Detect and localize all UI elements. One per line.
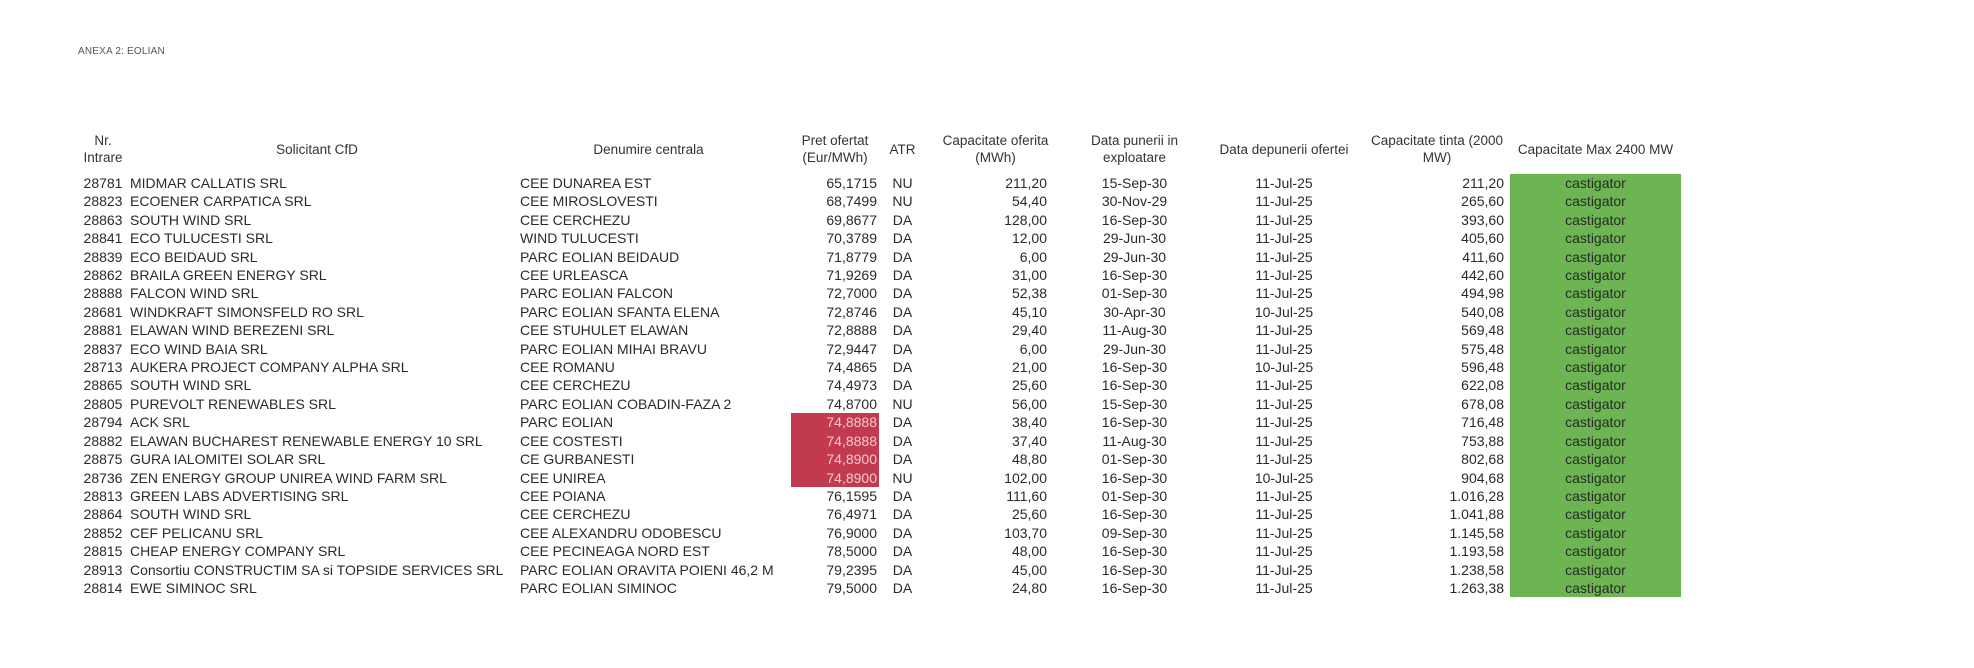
cell-data-punerii: 16-Sep-30 xyxy=(1101,469,1168,486)
cell-capacitate-tinta: 442,60 xyxy=(1461,267,1504,284)
cell-data-depunerii: 10-Jul-25 xyxy=(1254,359,1314,376)
cell-pret-ofertat: 78,5000 xyxy=(826,543,877,560)
cell-solicitant: ACK SRL xyxy=(130,414,190,431)
table-row xyxy=(78,229,1681,247)
cell-data-depunerii: 11-Jul-25 xyxy=(1255,561,1313,578)
cell-data-depunerii: 11-Jul-25 xyxy=(1255,211,1313,228)
cell-atr: DA xyxy=(892,543,913,560)
cell-capacitate-tinta: 540,08 xyxy=(1461,303,1504,320)
cell-denumire-centrala: PARC EOLIAN xyxy=(520,414,614,431)
cell-status: castigator xyxy=(1510,174,1681,192)
cell-denumire-centrala: CEE PECINEAGA NORD EST xyxy=(520,543,710,560)
annex-label: ANEXA 2: EOLIAN xyxy=(78,46,165,57)
cell-data-punerii: 29-Jun-30 xyxy=(1102,340,1167,357)
cell-nr-intrare: 28882 xyxy=(83,432,123,449)
cell-nr-intrare: 28913 xyxy=(83,561,123,578)
cell-capacitate-oferita: 31,00 xyxy=(1011,267,1047,284)
cell-solicitant: SOUTH WIND SRL xyxy=(130,506,252,523)
cell-nr-intrare: 28814 xyxy=(83,579,123,596)
cell-status: castigator xyxy=(1510,561,1681,579)
cell-data-punerii: 15-Sep-30 xyxy=(1101,395,1168,412)
cell-nr-intrare: 28681 xyxy=(83,303,123,320)
table-row xyxy=(78,192,1681,210)
cell-capacitate-tinta: 1.016,28 xyxy=(1449,487,1504,504)
cell-status: castigator xyxy=(1510,192,1681,210)
cell-data-punerii: 30-Apr-30 xyxy=(1103,303,1166,320)
cell-status: castigator xyxy=(1510,469,1681,487)
cell-solicitant: ELAWAN BUCHAREST RENEWABLE ENERGY 10 SRL xyxy=(130,432,483,449)
cell-data-punerii: 29-Jun-30 xyxy=(1102,230,1167,247)
cell-data-depunerii: 11-Jul-25 xyxy=(1255,175,1313,191)
cell-status: castigator xyxy=(1510,266,1681,284)
cell-solicitant: AUKERA PROJECT COMPANY ALPHA SRL xyxy=(130,359,409,376)
cell-data-depunerii: 11-Jul-25 xyxy=(1255,193,1313,210)
cell-capacitate-tinta: 1.145,58 xyxy=(1449,524,1504,541)
table-row xyxy=(78,505,1681,523)
cell-atr: DA xyxy=(892,506,913,523)
cell-nr-intrare: 28823 xyxy=(83,193,123,210)
cell-capacitate-oferita: 54,40 xyxy=(1011,193,1047,210)
cell-data-punerii: 16-Sep-30 xyxy=(1101,579,1168,596)
table-row xyxy=(78,266,1681,284)
cell-denumire-centrala: PARC EOLIAN BEIDAUD xyxy=(520,248,680,265)
header-row xyxy=(78,124,1681,174)
cell-solicitant: MIDMAR CALLATIS SRL xyxy=(130,175,287,191)
cell-data-punerii: 01-Sep-30 xyxy=(1101,487,1168,504)
cell-denumire-centrala: PARC EOLIAN SIMINOC xyxy=(520,579,677,596)
cell-data-depunerii: 11-Jul-25 xyxy=(1255,451,1313,468)
cell-nr-intrare: 28863 xyxy=(83,211,123,228)
cell-capacitate-oferita: 25,60 xyxy=(1011,377,1047,394)
cell-data-punerii: 11-Aug-30 xyxy=(1102,432,1167,449)
cell-nr-intrare: 28875 xyxy=(83,451,123,468)
table-header xyxy=(78,124,1681,174)
cell-atr: NU xyxy=(892,469,913,486)
cell-data-depunerii: 11-Jul-25 xyxy=(1255,377,1313,394)
table-row xyxy=(78,174,1681,192)
cell-atr: DA xyxy=(892,524,913,541)
cell-solicitant: CEF PELICANU SRL xyxy=(130,524,264,541)
cell-denumire-centrala: CEE POIANA xyxy=(520,487,606,504)
cell-data-depunerii: 11-Jul-25 xyxy=(1255,322,1313,339)
cell-capacitate-oferita: 103,70 xyxy=(1004,524,1047,541)
cell-status: castigator xyxy=(1510,413,1681,431)
cell-atr: DA xyxy=(892,211,913,228)
cell-data-depunerii: 11-Jul-25 xyxy=(1255,506,1313,523)
cell-capacitate-oferita: 12,00 xyxy=(1011,230,1047,247)
cell-nr-intrare: 28841 xyxy=(83,230,123,247)
cell-status: castigator xyxy=(1510,524,1681,542)
cell-nr-intrare: 28865 xyxy=(83,377,123,394)
cell-capacitate-tinta: 569,48 xyxy=(1461,322,1504,339)
table-row xyxy=(78,358,1681,376)
cell-capacitate-oferita: 24,80 xyxy=(1011,579,1047,596)
cell-atr: NU xyxy=(892,193,913,210)
cell-denumire-centrala: CEE COSTESTI xyxy=(520,432,623,449)
cell-pret-ofertat: 65,1715 xyxy=(826,175,877,191)
cell-denumire-centrala: CEE MIROSLOVESTI xyxy=(520,193,658,210)
table-row xyxy=(78,413,1681,431)
cell-pret-ofertat: 72,7000 xyxy=(826,285,877,302)
cell-pret-ofertat: 74,4973 xyxy=(826,377,877,394)
cell-solicitant: ECOENER CARPATICA SRL xyxy=(130,193,312,210)
cell-data-depunerii: 11-Jul-25 xyxy=(1255,340,1313,357)
cell-nr-intrare: 28815 xyxy=(83,543,123,560)
cell-denumire-centrala: PARC EOLIAN MIHAI BRAVU xyxy=(520,340,707,357)
cell-solicitant: ELAWAN WIND BEREZENI SRL xyxy=(130,322,335,339)
cell-solicitant: SOUTH WIND SRL xyxy=(130,211,252,228)
cell-capacitate-oferita: 111,60 xyxy=(1006,487,1047,504)
cell-data-punerii: 01-Sep-30 xyxy=(1101,451,1168,468)
cell-denumire-centrala: PARC EOLIAN ORAVITA POIENI 46,2 M xyxy=(520,561,774,578)
cell-solicitant: WINDKRAFT SIMONSFELD RO SRL xyxy=(130,303,364,320)
cell-data-punerii: 16-Sep-30 xyxy=(1101,359,1168,376)
cell-nr-intrare: 28736 xyxy=(83,469,123,486)
cell-data-depunerii: 11-Jul-25 xyxy=(1255,395,1313,412)
offers-table xyxy=(78,124,1681,597)
header-solicitant: Solicitant CfD xyxy=(276,141,358,157)
cell-capacitate-oferita: 38,40 xyxy=(1011,414,1047,431)
cell-status: castigator xyxy=(1510,505,1681,523)
cell-status: castigator xyxy=(1510,579,1681,597)
cell-capacitate-oferita: 37,40 xyxy=(1011,432,1047,449)
cell-data-punerii: 16-Sep-30 xyxy=(1101,543,1168,560)
table-row xyxy=(78,450,1681,468)
cell-pret-ofertat: 74,4865 xyxy=(826,359,877,376)
cell-data-depunerii: 11-Jul-25 xyxy=(1255,230,1313,247)
table-row xyxy=(78,487,1681,505)
table-row xyxy=(78,340,1681,358)
cell-status: castigator xyxy=(1510,321,1681,339)
cell-capacitate-oferita: 211,20 xyxy=(1005,175,1047,191)
cell-status: castigator xyxy=(1510,432,1681,450)
cell-denumire-centrala: CE GURBANESTI xyxy=(520,451,635,468)
table-row xyxy=(78,284,1681,302)
cell-nr-intrare: 28888 xyxy=(83,285,123,302)
cell-capacitate-tinta: 802,68 xyxy=(1461,451,1504,468)
cell-atr: DA xyxy=(892,561,913,578)
cell-status: castigator xyxy=(1510,284,1681,302)
cell-pret-ofertat: 74,8900 xyxy=(791,469,879,487)
header-atr: ATR xyxy=(889,141,916,157)
header-capacitate-oferita: Capacitate oferita (MWh) xyxy=(942,133,1049,165)
table-row xyxy=(78,561,1681,579)
cell-data-punerii: 16-Sep-30 xyxy=(1101,211,1168,228)
cell-capacitate-oferita: 48,00 xyxy=(1011,543,1047,560)
cell-nr-intrare: 28852 xyxy=(83,524,123,541)
cell-atr: DA xyxy=(892,579,913,596)
cell-data-depunerii: 10-Jul-25 xyxy=(1254,469,1314,486)
cell-data-punerii: 16-Sep-30 xyxy=(1101,506,1168,523)
cell-capacitate-tinta: 1.041,88 xyxy=(1449,506,1504,523)
table-body xyxy=(78,174,1681,597)
cell-pret-ofertat: 72,9447 xyxy=(826,340,877,357)
cell-solicitant: ZEN ENERGY GROUP UNIREA WIND FARM SRL xyxy=(130,469,447,486)
cell-capacitate-tinta: 494,98 xyxy=(1461,285,1504,302)
cell-status: castigator xyxy=(1510,340,1681,358)
cell-data-depunerii: 11-Jul-25 xyxy=(1255,432,1313,449)
cell-capacitate-oferita: 128,00 xyxy=(1004,211,1047,228)
cell-pret-ofertat: 74,8888 xyxy=(791,432,879,450)
cell-data-punerii: 29-Jun-30 xyxy=(1102,248,1167,265)
cell-pret-ofertat: 68,7499 xyxy=(826,193,877,210)
cell-denumire-centrala: CEE ALEXANDRU ODOBESCU xyxy=(520,524,722,541)
cell-status: castigator xyxy=(1510,450,1681,468)
cell-data-depunerii: 11-Jul-25 xyxy=(1255,524,1313,541)
cell-status: castigator xyxy=(1510,395,1681,413)
cell-solicitant: GURA IALOMITEI SOLAR SRL xyxy=(130,451,326,468)
cell-solicitant: EWE SIMINOC SRL xyxy=(130,579,257,596)
cell-atr: DA xyxy=(892,359,913,376)
header-data-punerii: Data punerii in exploatare xyxy=(1090,133,1179,165)
cell-atr: DA xyxy=(892,487,913,504)
cell-denumire-centrala: CEE URLEASCA xyxy=(520,267,629,284)
cell-data-punerii: 15-Sep-30 xyxy=(1101,175,1168,191)
cell-data-depunerii: 11-Jul-25 xyxy=(1255,267,1313,284)
cell-status: castigator xyxy=(1510,248,1681,266)
header-capacitate-max: Capacitate Max 2400 MW xyxy=(1517,141,1674,157)
cell-pret-ofertat: 74,8700 xyxy=(826,395,877,412)
cell-atr: NU xyxy=(892,175,913,191)
cell-solicitant: ECO WIND BAIA SRL xyxy=(130,340,268,357)
cell-capacitate-oferita: 102,00 xyxy=(1004,469,1047,486)
cell-solicitant: CHEAP ENERGY COMPANY SRL xyxy=(130,543,346,560)
cell-capacitate-oferita: 52,38 xyxy=(1011,285,1047,302)
cell-pret-ofertat: 74,8888 xyxy=(791,413,879,431)
table-row xyxy=(78,248,1681,266)
cell-capacitate-tinta: 211,20 xyxy=(1462,175,1504,191)
cell-data-depunerii: 11-Jul-25 xyxy=(1255,248,1313,265)
cell-capacitate-oferita: 25,60 xyxy=(1011,506,1047,523)
cell-nr-intrare: 28839 xyxy=(83,248,123,265)
cell-solicitant: BRAILA GREEN ENERGY SRL xyxy=(130,267,327,284)
cell-solicitant: ECO BEIDAUD SRL xyxy=(130,248,258,265)
cell-data-punerii: 11-Aug-30 xyxy=(1102,322,1167,339)
cell-data-depunerii: 11-Jul-25 xyxy=(1255,487,1313,504)
cell-capacitate-tinta: 1.238,58 xyxy=(1449,561,1504,578)
cell-denumire-centrala: WIND TULUCESTI xyxy=(520,230,639,247)
cell-capacitate-oferita: 6,00 xyxy=(1019,248,1047,265)
table-row xyxy=(78,524,1681,542)
cell-pret-ofertat: 71,9269 xyxy=(826,267,877,284)
cell-capacitate-tinta: 753,88 xyxy=(1461,432,1504,449)
cell-denumire-centrala: CEE CERCHEZU xyxy=(520,211,631,228)
cell-solicitant: SOUTH WIND SRL xyxy=(130,377,252,394)
cell-solicitant: FALCON WIND SRL xyxy=(130,285,259,302)
table-row xyxy=(78,432,1681,450)
cell-nr-intrare: 28837 xyxy=(83,340,123,357)
cell-pret-ofertat: 72,8888 xyxy=(826,322,877,339)
cell-data-punerii: 16-Sep-30 xyxy=(1101,267,1168,284)
cell-denumire-centrala: CEE CERCHEZU xyxy=(520,506,631,523)
cell-solicitant: GREEN LABS ADVERTISING SRL xyxy=(130,487,349,504)
cell-capacitate-tinta: 622,08 xyxy=(1461,377,1504,394)
cell-denumire-centrala: PARC EOLIAN COBADIN-FAZA 2 xyxy=(520,395,732,412)
cell-data-punerii: 16-Sep-30 xyxy=(1101,377,1168,394)
cell-capacitate-oferita: 56,00 xyxy=(1011,395,1047,412)
cell-capacitate-tinta: 411,60 xyxy=(1462,248,1504,265)
cell-nr-intrare: 28713 xyxy=(83,359,123,376)
cell-capacitate-tinta: 678,08 xyxy=(1461,395,1504,412)
cell-nr-intrare: 28813 xyxy=(83,487,123,504)
cell-atr: DA xyxy=(892,432,913,449)
table-row xyxy=(78,321,1681,339)
cell-data-punerii: 01-Sep-30 xyxy=(1101,285,1168,302)
cell-atr: DA xyxy=(892,230,913,247)
cell-capacitate-tinta: 904,68 xyxy=(1461,469,1504,486)
table-row xyxy=(78,395,1681,413)
cell-capacitate-tinta: 716,48 xyxy=(1461,414,1504,431)
cell-denumire-centrala: CEE CERCHEZU xyxy=(520,377,631,394)
cell-denumire-centrala: CEE STUHULET ELAWAN xyxy=(520,322,689,339)
cell-nr-intrare: 28781 xyxy=(83,175,123,191)
cell-atr: DA xyxy=(892,377,913,394)
cell-atr: DA xyxy=(892,285,913,302)
cell-denumire-centrala: CEE UNIREA xyxy=(520,469,606,486)
cell-status: castigator xyxy=(1510,303,1681,321)
cell-denumire-centrala: PARC EOLIAN FALCON xyxy=(520,285,674,302)
cell-atr: DA xyxy=(892,340,913,357)
cell-status: castigator xyxy=(1510,542,1681,560)
cell-pret-ofertat: 69,8677 xyxy=(826,211,877,228)
cell-data-depunerii: 11-Jul-25 xyxy=(1255,579,1313,596)
cell-data-depunerii: 11-Jul-25 xyxy=(1255,414,1313,431)
cell-capacitate-oferita: 6,00 xyxy=(1019,340,1047,357)
cell-nr-intrare: 28805 xyxy=(83,395,123,412)
cell-status: castigator xyxy=(1510,358,1681,376)
table-row xyxy=(78,579,1681,597)
cell-nr-intrare: 28794 xyxy=(83,414,123,431)
cell-capacitate-tinta: 265,60 xyxy=(1461,193,1504,210)
cell-atr: NU xyxy=(892,395,913,412)
cell-capacitate-oferita: 45,10 xyxy=(1011,303,1047,320)
cell-data-punerii: 30-Nov-29 xyxy=(1101,193,1168,210)
cell-pret-ofertat: 76,9000 xyxy=(826,524,877,541)
cell-pret-ofertat: 79,2395 xyxy=(826,561,877,578)
cell-status: castigator xyxy=(1510,211,1681,229)
cell-nr-intrare: 28881 xyxy=(83,322,123,339)
header-data-depunerii: Data depunerii ofertei xyxy=(1219,141,1349,157)
cell-status: castigator xyxy=(1510,229,1681,247)
cell-solicitant: PUREVOLT RENEWABLES SRL xyxy=(130,395,336,412)
cell-data-depunerii: 10-Jul-25 xyxy=(1254,303,1314,320)
cell-capacitate-tinta: 575,48 xyxy=(1461,340,1504,357)
header-nr-intrare: Nr. Intrare xyxy=(83,133,123,165)
cell-data-punerii: 16-Sep-30 xyxy=(1101,414,1168,431)
cell-capacitate-oferita: 45,00 xyxy=(1011,561,1047,578)
cell-pret-ofertat: 74,8900 xyxy=(791,450,879,468)
table-row xyxy=(78,303,1681,321)
table-row xyxy=(78,469,1681,487)
cell-capacitate-tinta: 1.263,38 xyxy=(1449,579,1504,596)
cell-capacitate-oferita: 29,40 xyxy=(1011,322,1047,339)
header-denumire-centrala: Denumire centrala xyxy=(593,141,704,157)
cell-nr-intrare: 28862 xyxy=(83,267,123,284)
cell-atr: DA xyxy=(892,414,913,431)
cell-atr: DA xyxy=(892,303,913,320)
cell-solicitant: Consortiu CONSTRUCTIM SA si TOPSIDE SERVICES SRL xyxy=(130,561,504,578)
cell-pret-ofertat: 79,5000 xyxy=(826,579,877,596)
cell-capacitate-tinta: 1.193,58 xyxy=(1449,543,1504,560)
cell-capacitate-tinta: 405,60 xyxy=(1461,230,1504,247)
cell-data-punerii: 09-Sep-30 xyxy=(1101,524,1168,541)
cell-capacitate-oferita: 21,00 xyxy=(1011,359,1047,376)
header-capacitate-tinta: Capacitate tinta (2000 MW) xyxy=(1370,133,1504,165)
cell-pret-ofertat: 70,3789 xyxy=(826,230,877,247)
cell-status: castigator xyxy=(1510,487,1681,505)
cell-nr-intrare: 28864 xyxy=(83,506,123,523)
cell-solicitant: ECO TULUCESTI SRL xyxy=(130,230,273,247)
table-row xyxy=(78,376,1681,394)
cell-pret-ofertat: 71,8779 xyxy=(826,248,877,265)
cell-pret-ofertat: 72,8746 xyxy=(826,303,877,320)
cell-capacitate-tinta: 596,48 xyxy=(1461,359,1504,376)
table-row xyxy=(78,211,1681,229)
header-pret-ofertat: Pret ofertat (Eur/MWh) xyxy=(801,133,869,165)
cell-data-punerii: 16-Sep-30 xyxy=(1101,561,1168,578)
cell-denumire-centrala: CEE ROMANU xyxy=(520,359,615,376)
cell-data-depunerii: 11-Jul-25 xyxy=(1255,543,1313,560)
table-row xyxy=(78,542,1681,560)
cell-pret-ofertat: 76,1595 xyxy=(826,487,877,504)
cell-pret-ofertat: 76,4971 xyxy=(826,506,877,523)
cell-data-depunerii: 11-Jul-25 xyxy=(1255,285,1313,302)
cell-atr: DA xyxy=(892,267,913,284)
cell-atr: DA xyxy=(892,322,913,339)
cell-status: castigator xyxy=(1510,376,1681,394)
cell-atr: DA xyxy=(892,248,913,265)
cell-denumire-centrala: PARC EOLIAN SFANTA ELENA xyxy=(520,303,720,320)
cell-atr: DA xyxy=(892,451,913,468)
cell-denumire-centrala: CEE DUNAREA EST xyxy=(520,175,652,191)
cell-capacitate-oferita: 48,80 xyxy=(1011,451,1047,468)
cell-capacitate-tinta: 393,60 xyxy=(1461,211,1504,228)
